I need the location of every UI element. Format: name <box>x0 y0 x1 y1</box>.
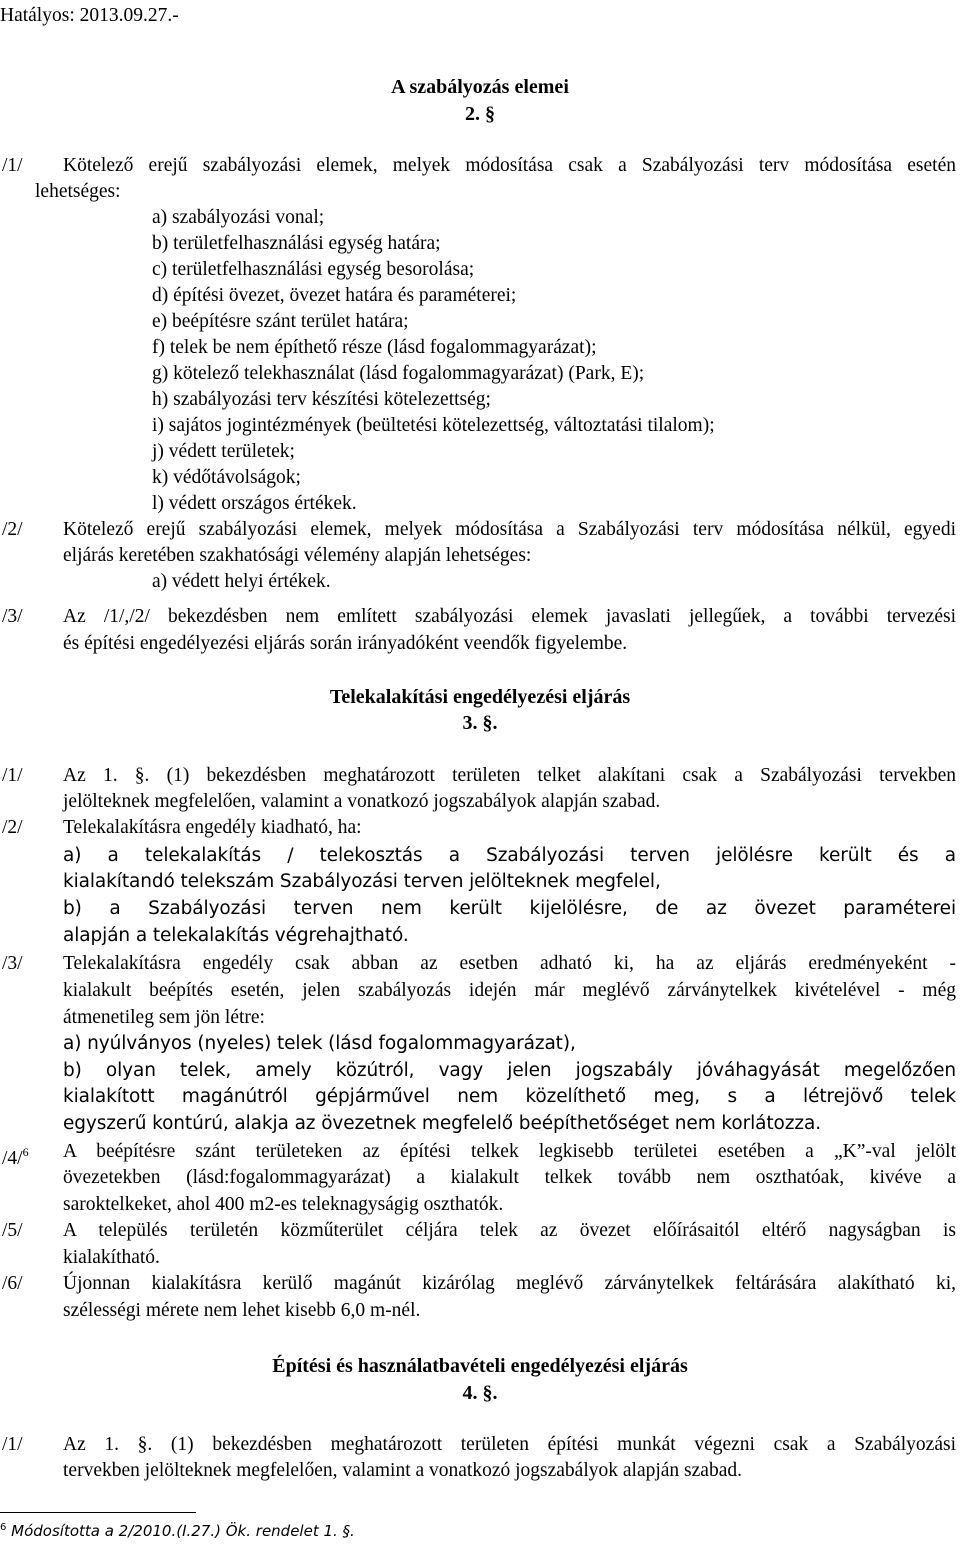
list-item: i) sajátos jogintézmények (beültetési kötelezettség, változtatási tilalom); <box>152 415 715 436</box>
paragraph-text: átmenetileg sem jön létre: <box>63 1007 265 1028</box>
paragraph-text: kialakult beépítés esetén, jelen szabályozás idején már meglévő zárványtelkek kivételével - még <box>63 980 956 1001</box>
paragraph-number: /2/ <box>2 817 23 838</box>
paragraph-number: /3/ <box>2 606 23 627</box>
section-4-title: Építési és használatbavételi engedélyezési eljárás <box>272 1355 688 1377</box>
list-item: g) kötelező telekhasználat (lásd fogalommagyarázat) (Park, E); <box>152 363 645 384</box>
section-3-title: Telekalakítási engedélyezési eljárás <box>329 686 631 708</box>
paragraph-text: saroktelkeket, ahol 400 m2-es teleknagyságig oszthatók. <box>63 1194 504 1215</box>
section-2-number: 2. § <box>465 103 495 125</box>
list-item: a) védett helyi értékek. <box>152 571 331 592</box>
paragraph-text: Az /1/,/2/ bekezdésben nem említett szabályozási elemek javaslati jellegűek, a további tervezési <box>63 606 956 627</box>
list-item: e) beépítésre szánt terület határa; <box>152 311 409 332</box>
paragraph-text: övezetekben (lásd:fogalommagyarázat) a kialakult telkek tovább nem oszthatóak, kivéve a <box>63 1167 956 1188</box>
paragraph-text: Az 1. §. (1) bekezdésben meghatározott területen telket alakítani csak a Szabályozási tervekben <box>63 765 956 786</box>
list-item: a) a telekalakítás / telekosztás a Szabályozási terven jelölésre került és a <box>63 845 956 866</box>
list-item: a) szabályozási vonal; <box>152 207 325 228</box>
paragraph-text: eljárás keretében szakhatósági vélemény alapján lehetséges: <box>63 545 532 566</box>
paragraph-number <box>2 1139 29 1172</box>
list-item: c) területfelhasználási egység besorolása; <box>152 259 475 280</box>
paragraph-number: /1/ <box>2 1434 23 1455</box>
paragraph-number: /6/ <box>2 1273 23 1294</box>
paragraph-text: Az 1. §. (1) bekezdésben meghatározott területen építési munkát végezni csak a Szabályozási <box>63 1434 956 1455</box>
section-3-number: 3. §. <box>462 712 498 734</box>
paragraph-number: /1/ <box>2 765 23 786</box>
paragraph-text: lehetséges: <box>35 181 121 202</box>
list-item: h) szabályozási terv készítési kötelezettség; <box>152 389 491 410</box>
footnote <box>0 1518 355 1541</box>
footnote-text: Módosította a 2/2010.(I.27.) Ök. rendelet 1. §. <box>6 1522 355 1540</box>
paragraph-text: szélességi mérete nem lehet kisebb 6,0 m-nél. <box>63 1300 421 1321</box>
paragraph-text: Kötelező erejű szabályozási elemek, melyek módosítása csak a Szabályozási terv módosítása esetén <box>63 155 956 176</box>
list-item: f) telek be nem építhető része (lásd fogalommagyarázat); <box>152 337 597 358</box>
paragraph-number-text: /4/ <box>2 1148 23 1169</box>
paragraph-text: jelölteknek megfelelően, valamint a vonatkozó jogszabályok alapján szabad. <box>63 791 661 812</box>
list-item: l) védett országos értékek. <box>152 493 357 514</box>
list-item: b) a Szabályozási terven nem került kijelölésre, de az övezet paraméterei <box>63 898 956 919</box>
paragraph-text: Kötelező erejű szabályozási elemek, melyek módosítása a Szabályozási terv módosítása nélkül, egyedi <box>63 519 956 540</box>
paragraph-text: Telekalakításra engedély csak abban az esetben adható ki, ha az eljárás eredményeként - <box>63 953 956 974</box>
footnote-separator <box>0 1512 196 1513</box>
list-item: a) nyúlványos (nyeles) telek (lásd fogalommagyarázat), <box>63 1033 576 1054</box>
paragraph-text: Telekalakításra engedély kiadható, ha: <box>63 817 362 838</box>
list-item: kialakítandó telekszám Szabályozási terven jelölteknek megfelel, <box>63 871 661 892</box>
list-item: b) területfelhasználási egység határa; <box>152 233 441 254</box>
paragraph-number: /3/ <box>2 953 23 974</box>
paragraph-number: /2/ <box>2 519 23 540</box>
paragraph-number: /5/ <box>2 1220 23 1241</box>
list-item: j) védett területek; <box>152 441 295 462</box>
section-2-title: A szabályozás elemei <box>391 76 569 98</box>
paragraph-text: tervekben jelölteknek megfelelően, valamint a vonatkozó jogszabályok alapján szabad. <box>63 1460 742 1481</box>
paragraph-text: kialakítható. <box>63 1247 160 1268</box>
list-item: egyszerű kontúrú, alakja az övezetnek megfelelő beépíthetőséget nem korlátozza. <box>63 1113 821 1134</box>
list-item: alapján a telekalakítás végrehajtható. <box>63 925 409 946</box>
paragraph-text: és építési engedélyezési eljárás során irányadóként veendők figyelembe. <box>63 633 628 654</box>
list-item: kialakított magánútról gépjárművel nem közelíthető meg, s a létrejövő telek <box>63 1086 956 1107</box>
section-4-number: 4. §. <box>462 1382 498 1404</box>
paragraph-number: /1/ <box>2 155 23 176</box>
footnote-number: 6 <box>0 1522 7 1533</box>
paragraph-text: A beépítésre szánt területeken az építési telkek legkisebb területei esetében a „K”-val jelölt <box>63 1141 956 1162</box>
paragraph-text: A település területén közműterület céljára telek az övezet előírásaitól eltérő nagyságban is <box>63 1220 956 1241</box>
effective-date: Hatályos: 2013.09.27.- <box>0 5 179 26</box>
list-item: k) védőtávolságok; <box>152 467 301 488</box>
paragraph-text: Újonnan kialakításra kerülő magánút kizárólag meglévő zárványtelkek feltárására alakítható ki, <box>63 1273 956 1294</box>
list-item: d) építési övezet, övezet határa és paraméterei; <box>152 285 517 306</box>
footnote-reference[interactable]: 6 <box>22 1145 29 1159</box>
list-item: b) olyan telek, amely közútról, vagy jelen jogszabály jóváhagyását megelőzően <box>63 1060 956 1081</box>
